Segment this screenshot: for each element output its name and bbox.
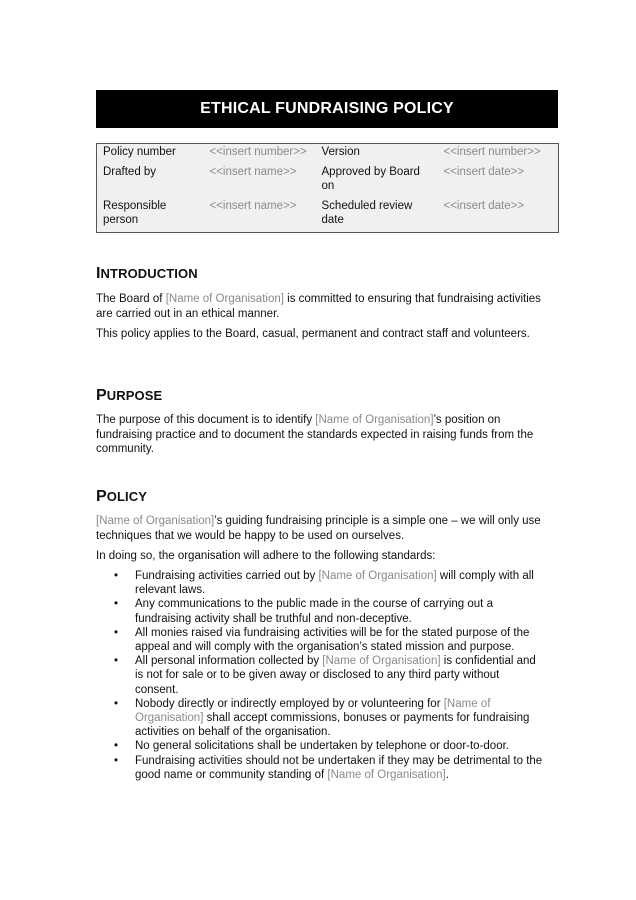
list-item	[96, 697, 546, 740]
list-item	[96, 569, 546, 597]
text-run: is confidential and is not for sale or to be given away or disclosed to any third party without consent.	[135, 655, 536, 696]
meta-value: <<insert date>>	[443, 166, 525, 178]
meta-label: Version	[321, 146, 360, 158]
text-run: Nobody directly or indirectly employed by or volunteering for	[135, 697, 444, 710]
table-row	[97, 164, 559, 198]
standards-list	[96, 569, 546, 782]
table-row	[97, 144, 559, 165]
meta-value: <<insert date>>	[443, 200, 525, 212]
org-name-placeholder: [Name of Organisation]	[327, 768, 446, 781]
org-name-placeholder: [Name of Organisation]	[135, 697, 491, 725]
heading-initial: P	[96, 387, 107, 404]
text-run: The purpose of this document is to identify	[96, 414, 316, 426]
org-name-placeholder: [Name of Organisation]	[165, 293, 284, 305]
org-name-placeholder: [Name of Organisation]	[318, 570, 437, 582]
meta-value: <<insert name>>	[209, 200, 297, 212]
text-run: shall accept commissions, bonuses or payments for fundraising activities on behalf of the organisation.	[135, 712, 530, 739]
meta-label: Policy number	[103, 146, 176, 158]
list-item	[96, 654, 546, 697]
text-run: ’s guiding fundraising principle is a simple one – we will only use techniques that we would be happy to be used on ourselves.	[96, 515, 541, 542]
purpose-heading	[96, 387, 162, 405]
list-item	[96, 754, 546, 782]
meta-value: <<insert name>>	[209, 166, 297, 178]
org-name-placeholder: [Name of Organisation]	[96, 515, 215, 527]
table-row	[97, 198, 559, 233]
policy-paragraph-1	[96, 514, 546, 543]
document-title-text: ETHICAL FUNDRAISING POLICY	[200, 100, 454, 117]
list-item: • No general solicitations shall be undertaken by telephone or door-to-door.	[96, 739, 546, 753]
heading-initial: P	[96, 488, 107, 505]
text-run: Fundraising activities carried out by	[135, 570, 319, 582]
heading-rest: URPOSE	[106, 388, 163, 403]
meta-label: Approved by Board on	[321, 166, 420, 192]
heading-rest: OLICY	[106, 489, 148, 504]
document-title	[96, 90, 558, 128]
heading-initial: I	[96, 265, 101, 282]
policy-paragraph-2: In doing so, the organisation will adhere to the following standards:	[96, 550, 436, 562]
list-item: • All monies raised via fundraising activities will be for the stated purpose of the appeal and will comply with the organisation’s stated mission and purpose.	[96, 626, 546, 654]
text-run: All personal information collected by	[135, 655, 323, 668]
list-item: • Any communications to the public made in the course of carrying out a fundraising activity shall be truthful and non-deceptive.	[96, 597, 546, 625]
text-run: ’s position on fundraising practice and to document the standards expected in raising funds from the community.	[96, 414, 534, 455]
purpose-paragraph	[96, 413, 546, 457]
meta-label: Drafted by	[103, 166, 157, 178]
text-run: The Board of	[96, 293, 166, 305]
meta-label: Responsible person	[103, 200, 167, 226]
text-run: will comply with all relevant laws.	[135, 570, 534, 597]
meta-value: <<insert number>>	[443, 146, 541, 158]
meta-label: Scheduled review date	[321, 200, 413, 226]
org-name-placeholder: [Name of Organisation]	[322, 655, 441, 668]
meta-value: <<insert number>>	[209, 146, 307, 158]
text-run: .	[445, 768, 449, 781]
introduction-paragraph-1	[96, 292, 546, 321]
policy-meta-table	[96, 143, 559, 233]
introduction-paragraph-2: This policy applies to the Board, casual, permanent and contract staff and volunteers.	[96, 328, 530, 340]
policy-heading	[96, 488, 147, 506]
org-name-placeholder: [Name of Organisation]	[315, 414, 434, 426]
text-run: is committed to ensuring that fundraising activities are carried out in an ethical manner.	[96, 293, 541, 320]
heading-rest: NTRODUCTION	[100, 266, 198, 281]
introduction-heading	[96, 265, 198, 283]
text-run: Fundraising activities should not be undertaken if they may be detrimental to the good name or community standing of	[135, 754, 543, 781]
